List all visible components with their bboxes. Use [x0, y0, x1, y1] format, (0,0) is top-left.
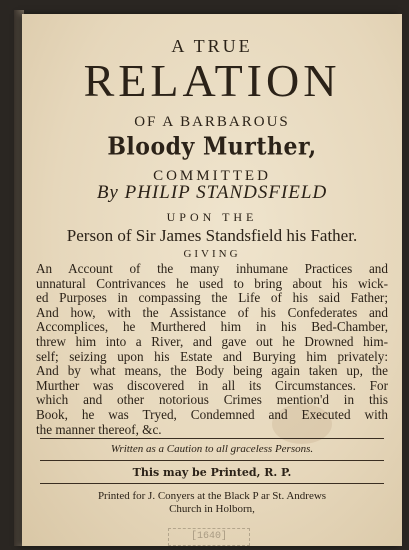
title-line-giving: GIVING: [183, 248, 241, 260]
divider-rule: [40, 460, 384, 461]
divider-rule: [40, 483, 384, 484]
shelf-mark: [1640]: [168, 528, 250, 546]
title-line-bloody-murther: Bloody Murther,: [107, 132, 317, 162]
divider-rule: [40, 438, 384, 439]
caution-line: Written as a Caution to all graceless Persons.: [110, 443, 314, 455]
summary-line: the manner thereof, &c.: [36, 421, 162, 437]
summary-line: Murther was discovered in all its Circumstances. For: [36, 377, 388, 393]
summary-line: Accomplices, he Murthered him in his Bed-Chamber,: [36, 319, 388, 335]
title-line-a-true: A TRUE: [171, 36, 253, 56]
summary-line: An Account of the many inhumane Practices and: [36, 261, 388, 276]
summary-line: unnatural Contrivances he used to bring about his wick-: [36, 275, 388, 291]
summary-line: ed Purposes in compassing the Life of his said Father;: [36, 290, 388, 306]
summary-line: And how, with the Assistance of his Confederates and: [36, 304, 388, 320]
summary-line: which and other notorious Crimes mention'd in this: [36, 392, 388, 408]
title-line-upon-the: UPON THE: [166, 210, 258, 224]
summary-line: And by what means, the Body being again taken up, the: [36, 363, 388, 379]
summary-line: self; seizing upon his Estate and Burying him privately:: [36, 348, 388, 364]
title-line-committed: COMMITTED: [153, 168, 271, 184]
title-page: [22, 14, 402, 546]
title-line-of-a-barbarous: OF A BARBAROUS: [134, 114, 290, 130]
title-line-victim: Person of Sir James Standsfield his Father.: [66, 226, 358, 245]
imprint-line: Printed for J. Conyers at the Black P ar St. Andrews: [97, 490, 327, 502]
summary-line: threw him into a River, and gave out he Drowned him-: [36, 333, 388, 349]
licence-line: This may be Printed, R. P.: [132, 466, 292, 479]
title-line-relation: RELATION: [83, 55, 341, 106]
summary-paragraph: [36, 262, 388, 437]
summary-line: Book, he was Tryed, Condemned and Executed with: [36, 406, 388, 422]
title-line-author: By PHILIP STANDSFIELD: [96, 182, 328, 203]
imprint-line: Church in Holborn,: [169, 503, 255, 515]
